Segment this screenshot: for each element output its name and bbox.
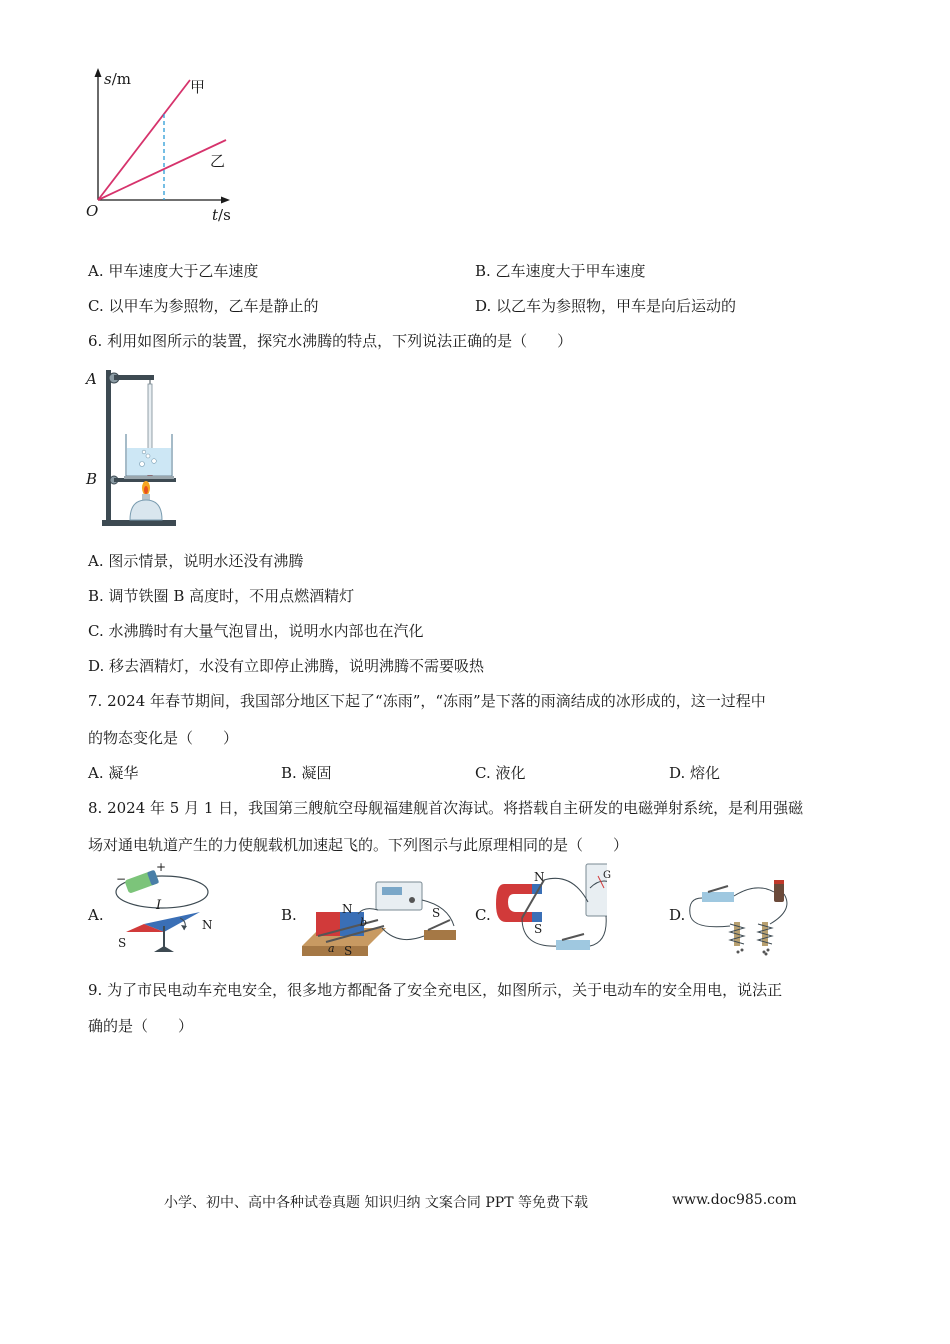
q6-option-b: B. 调节铁圈 B 高度时，不用点燃酒精灯 bbox=[88, 587, 355, 605]
fig-a-plus: + bbox=[156, 860, 167, 874]
fig-b-south: S bbox=[344, 944, 353, 958]
line-yi-label: 乙 bbox=[210, 152, 226, 170]
q7-option-c: C. 液化 bbox=[475, 764, 526, 782]
fig-b-north: N bbox=[342, 902, 353, 916]
q6-stem: 6. 利用如图所示的装置，探究水沸腾的特点，下列说法正确的是（ ） bbox=[88, 332, 573, 350]
q8-fig-d-electromagnets bbox=[686, 874, 796, 956]
line-jia bbox=[98, 80, 190, 200]
q6-option-a: A. 图示情景，说明水还没有沸腾 bbox=[88, 552, 304, 570]
fig-c-meter: G bbox=[603, 870, 611, 881]
label-ring-b: B bbox=[86, 470, 98, 488]
fig-b-switch: S bbox=[432, 906, 441, 920]
q5-option-b: B. 乙车速度大于甲车速度 bbox=[475, 262, 646, 280]
fig-c-svg bbox=[492, 862, 607, 958]
q6-option-c: C. 水沸腾时有大量气泡冒出，说明水内部也在汽化 bbox=[88, 622, 424, 640]
q8-option-b-label: B. bbox=[281, 906, 297, 924]
fig-a-current: I bbox=[156, 898, 162, 913]
q7-option-a: A. 凝华 bbox=[88, 764, 139, 782]
fig-b-svg bbox=[298, 876, 468, 960]
fig-d-svg bbox=[686, 874, 796, 956]
q5-option-a: A. 甲车速度大于乙车速度 bbox=[88, 262, 259, 280]
q5-option-d: D. 以乙车为参照物，甲车是向后运动的 bbox=[475, 297, 737, 315]
footer-url[interactable]: www.doc985.com bbox=[672, 1192, 797, 1208]
fig-c-south: S bbox=[534, 922, 543, 936]
q8-stem-line1: 8. 2024 年 5 月 1 日，我国第三艘航空母舰福建舰首次海试。将搭载自主研发的电磁弹射系统，是利用强磁 bbox=[88, 799, 804, 817]
q8-option-c-label: C. bbox=[475, 906, 491, 924]
q5-option-c: C. 以甲车为参照物，乙车是静止的 bbox=[88, 297, 319, 315]
q8-option-d-label: D. bbox=[669, 906, 686, 924]
x-axis-arrow bbox=[221, 197, 230, 204]
q8-option-a-label: A. bbox=[88, 906, 104, 924]
x-axis-label: t/s bbox=[212, 206, 231, 224]
q6-boiling-apparatus bbox=[84, 364, 184, 534]
fig-b-a: a bbox=[328, 942, 335, 955]
origin-label: O bbox=[86, 202, 99, 220]
boiling-apparatus-svg bbox=[84, 364, 184, 534]
q8-fig-c-generator bbox=[492, 862, 611, 958]
label-clamp-a: A bbox=[86, 370, 97, 388]
q7-option-b: B. 凝固 bbox=[281, 764, 332, 782]
q7-stem-line1: 7. 2024 年春节期间，我国部分地区下起了“冻雨”，“冻雨”是下落的雨滴结成的冰形成的，这一过程中 bbox=[88, 692, 766, 710]
q9-stem-line1: 9. 为了市民电动车充电安全，很多地方都配备了安全充电区，如图所示，关于电动车的安全用电，说法正 bbox=[88, 981, 783, 999]
q6-option-d: D. 移去酒精灯，水没有立即停止沸腾，说明沸腾不需要吸热 bbox=[88, 657, 485, 675]
line-yi bbox=[98, 140, 226, 200]
q5-st-graph bbox=[80, 60, 250, 230]
fig-a-north: N bbox=[202, 918, 213, 932]
line-jia-label: 甲 bbox=[190, 78, 206, 96]
fig-c-north: N bbox=[534, 870, 545, 884]
footer-text: 小学、初中、高中各种试卷真题 知识归纳 文案合同 PPT 等免费下载 bbox=[164, 1195, 588, 1211]
y-axis-arrow bbox=[95, 68, 102, 77]
q8-stem-line2: 场对通电轨道产生的力使舰载机加速起飞的。下列图示与此原理相同的是（ ） bbox=[88, 836, 629, 854]
q8-fig-a-oersted bbox=[104, 862, 214, 956]
q7-option-d: D. 熔化 bbox=[669, 764, 721, 782]
y-axis-label: s/m bbox=[104, 70, 131, 88]
fig-a-south: S bbox=[118, 936, 127, 950]
q9-stem-line2: 确的是（ ） bbox=[88, 1017, 194, 1035]
fig-a-minus: − bbox=[116, 872, 127, 886]
q8-fig-b-motor-rail bbox=[298, 876, 468, 960]
fig-b-b: b bbox=[360, 916, 368, 929]
q7-stem-line2: 的物态变化是（ ） bbox=[88, 729, 239, 747]
